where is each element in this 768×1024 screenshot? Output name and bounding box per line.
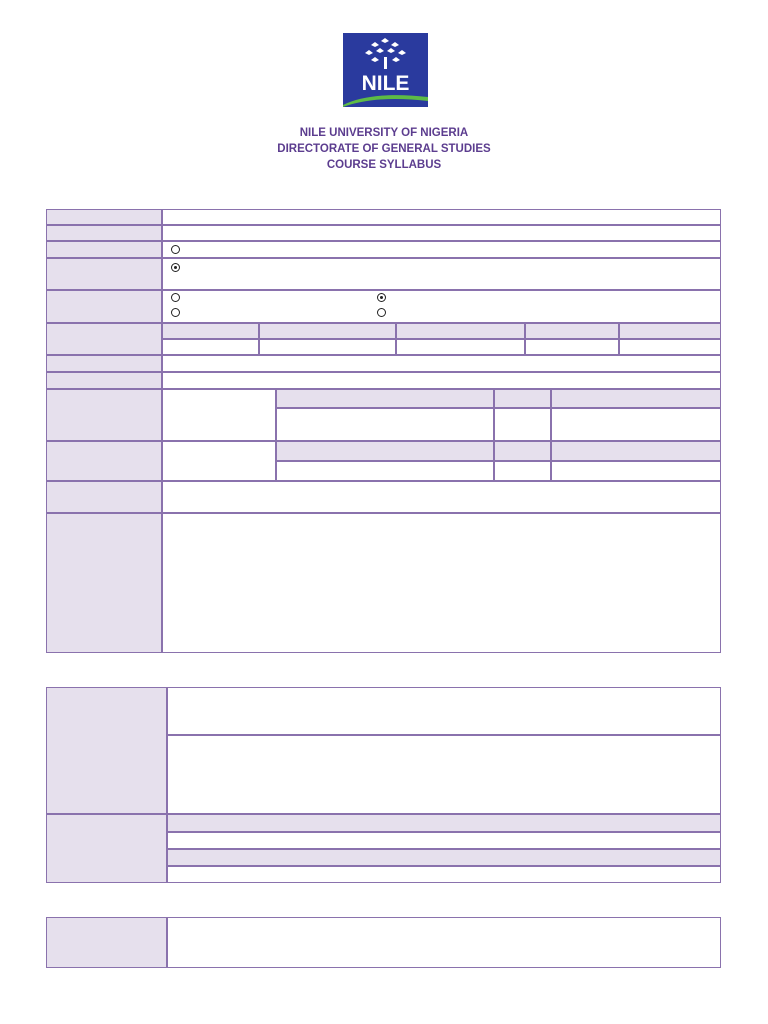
nested-header-cell (551, 441, 721, 461)
nile-logo (343, 33, 428, 107)
section-value-cell[interactable] (167, 917, 721, 968)
section-value-cell[interactable] (167, 832, 721, 849)
nested-value-cell[interactable] (276, 461, 494, 481)
subgrid-value-cell[interactable] (259, 339, 396, 355)
subgrid-header-cell (619, 323, 721, 339)
section-label-cell (46, 687, 167, 814)
radio-group-b2[interactable] (377, 308, 386, 317)
section-value-cell[interactable] (167, 735, 721, 814)
radio-group-b1-selected[interactable] (377, 293, 386, 302)
form-label-cell (46, 209, 162, 225)
nested-header-cell (276, 389, 494, 408)
form-value-cell[interactable] (162, 389, 276, 441)
subgrid-header-cell (396, 323, 525, 339)
subgrid-value-cell[interactable] (525, 339, 619, 355)
tree-of-books-icon (343, 33, 428, 107)
form-label-cell (46, 355, 162, 372)
section-value-cell[interactable] (167, 687, 721, 735)
form-value-cell[interactable] (162, 441, 276, 481)
form-label-cell (46, 481, 162, 513)
nested-header-cell (494, 389, 551, 408)
form-label-cell (46, 258, 162, 290)
nested-value-cell[interactable] (276, 408, 494, 441)
nested-value-cell[interactable] (551, 408, 721, 441)
form-value-cell (162, 241, 721, 258)
form-value-cell[interactable] (162, 513, 721, 653)
document-title: COURSE SYLLABUS (326, 159, 442, 171)
form-label-cell (46, 290, 162, 323)
form-value-cell (162, 258, 721, 290)
radio-group-a1[interactable] (171, 293, 180, 302)
logo-text: NILE (361, 72, 410, 95)
directorate-name: DIRECTORATE OF GENERAL STUDIES (277, 143, 491, 155)
nested-header-cell (494, 441, 551, 461)
section-subheader-cell (167, 814, 721, 832)
form-label-cell (46, 225, 162, 241)
university-name: NILE UNIVERSITY OF NIGERIA (299, 127, 469, 139)
section-label-cell (46, 814, 167, 883)
subgrid-header-cell (259, 323, 396, 339)
form-value-cell[interactable] (162, 355, 721, 372)
form-label-cell (46, 441, 162, 481)
section-label-cell (46, 917, 167, 968)
nested-header-cell (276, 441, 494, 461)
form-label-cell (46, 513, 162, 653)
form-value-cell (162, 290, 721, 323)
section-value-cell[interactable] (167, 866, 721, 883)
subgrid-value-cell[interactable] (162, 339, 259, 355)
nested-value-cell[interactable] (551, 461, 721, 481)
subgrid-header-cell (525, 323, 619, 339)
form-label-cell (46, 372, 162, 389)
form-label-cell (46, 323, 162, 355)
nested-value-cell[interactable] (494, 461, 551, 481)
subgrid-header-cell (162, 323, 259, 339)
section-subheader-cell (167, 849, 721, 866)
form-label-cell (46, 389, 162, 441)
form-value-cell[interactable] (162, 481, 721, 513)
radio-row4-selected[interactable] (171, 263, 180, 272)
nested-header-cell (551, 389, 721, 408)
radio-group-a2[interactable] (171, 308, 180, 317)
form-value-cell[interactable] (162, 372, 721, 389)
form-value-cell[interactable] (162, 225, 721, 241)
form-label-cell (46, 241, 162, 258)
radio-row3[interactable] (171, 245, 180, 254)
subgrid-value-cell[interactable] (396, 339, 525, 355)
form-value-cell[interactable] (162, 209, 721, 225)
subgrid-value-cell[interactable] (619, 339, 721, 355)
nested-value-cell[interactable] (494, 408, 551, 441)
